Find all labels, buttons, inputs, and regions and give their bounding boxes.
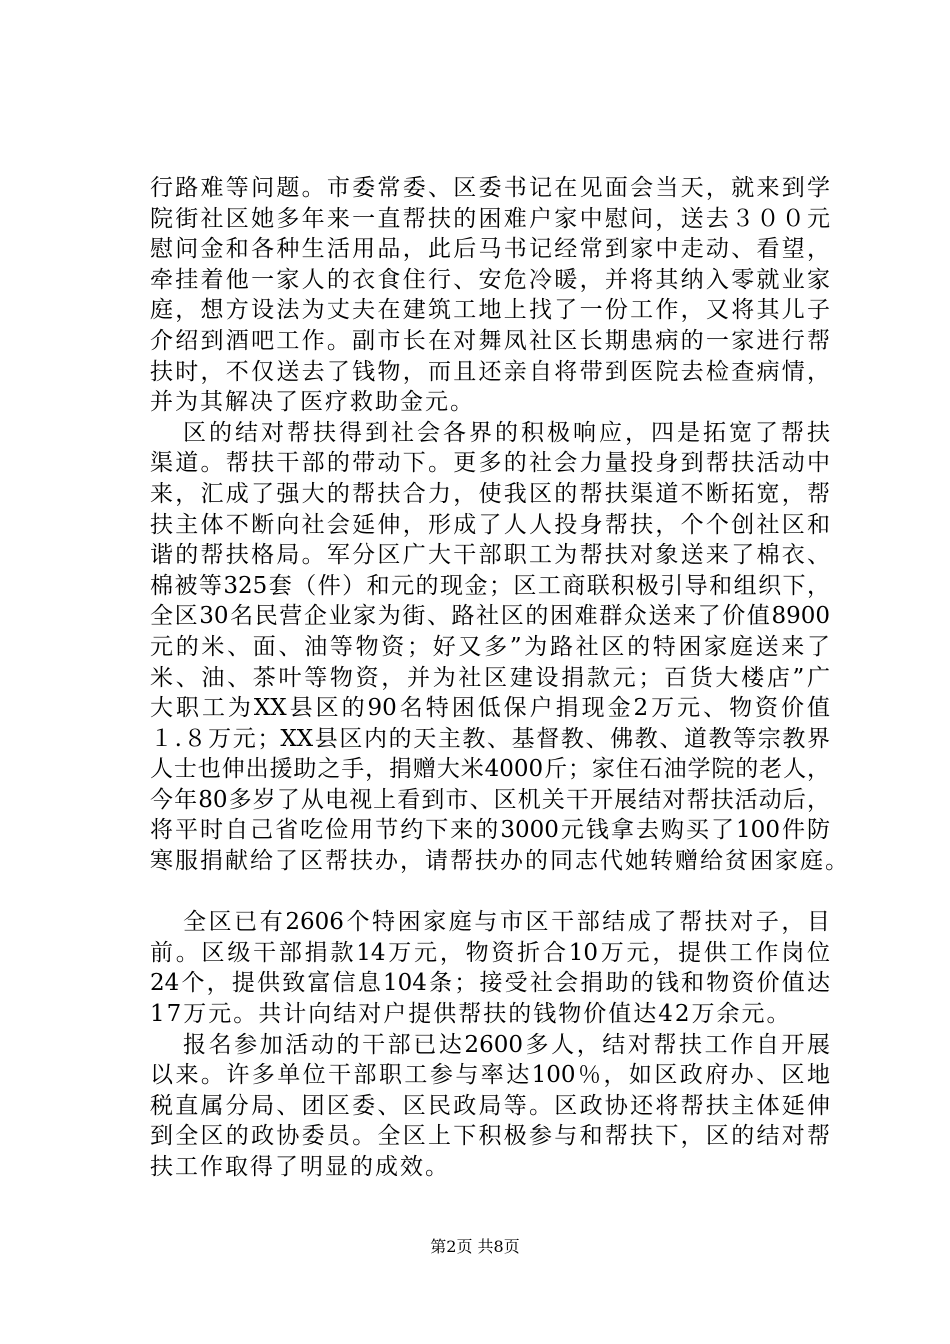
text-line: 谐的帮扶格局。军分区广大干部职工为帮扶对象送来了棉衣、 (150, 542, 830, 569)
text-line: 行路难等问题。市委常委、区委书记在见面会当天，就来到学 (150, 175, 830, 201)
text-line: 24个，提供致富信息104条；接受社会捐助的钱和物资价值达 (150, 970, 830, 997)
text-line: 渠道。帮扶干部的带动下。更多的社会力量投身到帮扶活动中 (150, 450, 830, 477)
text-line: 今年80多岁了从电视上看到市、区机关干开展结对帮扶活动后， (150, 786, 830, 813)
text-line: 来，汇成了强大的帮扶合力，使我区的帮扶渠道不断拓宽，帮 (150, 480, 830, 507)
text-line: 元的米、面、油等物资；好又多”为路社区的特困家庭送来了 (150, 633, 830, 660)
blank-line (150, 877, 830, 908)
text-line: 全区已有2606个特困家庭与市区干部结成了帮扶对子，目 (183, 909, 830, 936)
text-line: 将平时自己省吃俭用节约下来的3000元钱拿去购买了100件防 (150, 817, 830, 844)
text-line: 全区30名民营企业家为街、路社区的困难群众送来了价值8900 (150, 603, 830, 630)
text-line: 大职工为XX县区的90名特困低保户捐现金2万元、物资价值 (150, 695, 830, 722)
text-line: 院街社区她多年来一直帮扶的困难户家中慰问，送去３００元 (150, 205, 830, 232)
paragraph (150, 1030, 830, 1183)
text-line: 17万元。共计向结对户提供帮扶的钱物价值达42万余元。 (150, 1001, 792, 1028)
text-line: 介绍到酒吧工作。副市长在对舞凤社区长期患病的一家进行帮 (150, 327, 830, 354)
text-line: 棉被等325套（件）和元的现金；区工商联积极引导和组织下， (150, 572, 830, 599)
text-line: 牵挂着他一家人的衣食住行、安危冷暖，并将其纳入零就业家 (150, 266, 830, 293)
text-line: １.８万元；XX县区内的天主教、基督教、佛教、道教等宗教界 (150, 725, 830, 752)
text-line: 报名参加活动的干部已达2600多人，结对帮扶工作自开展 (183, 1031, 830, 1058)
text-line: 区的结对帮扶得到社会各界的积极响应，四是拓宽了帮扶 (183, 419, 830, 446)
text-line: 寒服捐献给了区帮扶办，请帮扶办的同志代她转赠给贫困家庭。 (150, 848, 850, 875)
text-line: 税直属分局、团区委、区民政局等。区政协还将帮扶主体延伸 (150, 1092, 830, 1119)
text-line: 前。区级干部捐款14万元，物资折合10万元，提供工作岗位 (150, 939, 830, 966)
text-line: 人士也伸出援助之手，捐赠大米4000斤；家住石油学院的老人， (150, 756, 830, 783)
paragraph (150, 173, 830, 418)
body-text (150, 173, 850, 1183)
text-line: 米、油、茶叶等物资，并为社区建设捐款元；百货大楼店”广 (150, 664, 830, 691)
page-number-footer: 第2页 共8页 (430, 1237, 520, 1256)
text-line: 扶时，不仅送去了钱物，而且还亲自将带到医院去检查病情， (150, 358, 830, 385)
text-line: 扶主体不断向社会延伸，形成了人人投身帮扶，个个创社区和 (150, 511, 830, 538)
paragraph (150, 907, 830, 1029)
text-line: 慰问金和各种生活用品，此后马书记经常到家中走动、看望， (150, 236, 830, 263)
text-line: 扶工作取得了明显的成效。 (150, 1154, 450, 1180)
paragraph (150, 418, 850, 877)
text-line: 以来。许多单位干部职工参与率达100％，如区政府办、区地 (150, 1062, 830, 1089)
text-line: 并为其解决了医疗救助金元。 (150, 389, 475, 416)
text-line: 庭，想方设法为丈夫在建筑工地上找了一份工作，又将其儿子 (150, 297, 830, 324)
text-line: 到全区的政协委员。全区上下积极参与和帮扶下，区的结对帮 (150, 1123, 830, 1150)
